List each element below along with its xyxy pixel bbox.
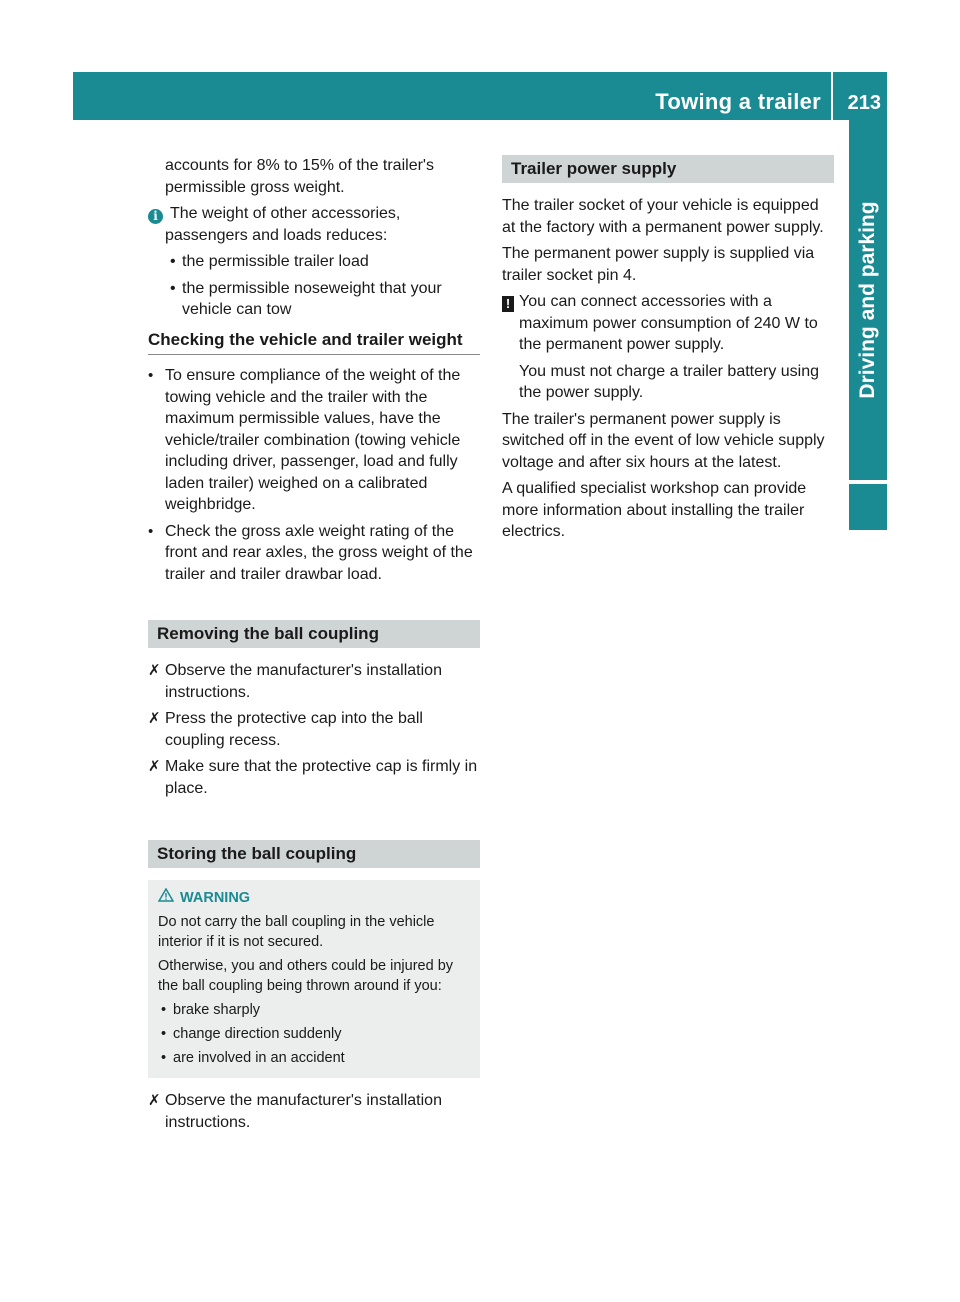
header-title: Towing a trailer: [655, 89, 821, 114]
step-arrow-icon: ✗: [148, 1092, 161, 1109]
exclamation-icon: !: [502, 293, 514, 315]
list-item: • are involved in an accident: [161, 1050, 345, 1066]
section-heading-checking: Checking the vehicle and trailer weight: [148, 329, 480, 356]
body-text: The trailer socket of your vehicle is equipped at the factory with a permanent power supply.: [502, 197, 824, 236]
bullet-icon: •: [161, 1026, 167, 1042]
list-item: • the permissible noseweight that your vehicle can tow: [170, 279, 442, 318]
caution-text: You can connect accessories with a maximum power consumption of 240 W to the permanent power supply.: [519, 293, 818, 353]
side-tab: [849, 120, 887, 480]
list-item: • the permissible trailer load: [148, 251, 480, 273]
bullet-icon: •: [148, 367, 154, 384]
bullet-icon: •: [161, 1002, 167, 1018]
intro-text: accounts for 8% to 15% of the trailer's permissible gross weight.: [165, 157, 434, 196]
warning-text: Otherwise, you and others could be injured by the ball coupling being thrown around if you:: [158, 958, 454, 994]
bullet-icon: •: [170, 253, 176, 270]
warning-triangle-icon: [158, 888, 180, 908]
section-heading-power-supply: Trailer power supply: [502, 155, 834, 183]
bullet-icon: •: [170, 279, 176, 297]
left-column: [148, 155, 480, 1138]
body-text: The permanent power supply is supplied via trailer socket pin 4.: [502, 245, 815, 284]
step-arrow-icon: ✗: [148, 758, 161, 775]
step-item: ✗ Observe the manufacturer's installation instructions.: [148, 1092, 442, 1131]
warning-box: [148, 880, 480, 1078]
page-number: 213: [847, 92, 881, 114]
step-arrow-icon: ✗: [148, 662, 161, 679]
side-tab-label: Driving and parking: [856, 201, 879, 399]
warning-text: Do not carry the ball coupling in the vehicle interior if it is not secured.: [158, 914, 435, 950]
header-separator: [831, 72, 833, 120]
list-item: • brake sharply: [161, 1002, 261, 1018]
step-item: ✗ Observe the manufacturer's installation instructions.: [148, 662, 442, 701]
list-item: • Check the gross axle weight rating of the front and rear axles, the gross weight of the trailer and trailer drawbar load.: [148, 522, 473, 583]
body-text: A qualified specialist workshop can provide more information about installing the trailer electrics.: [502, 480, 807, 540]
body-text: The trailer's permanent power supply is switched off in the event of low vehicle supply voltage and after six hours at the latest.: [502, 410, 825, 471]
right-column: [502, 155, 834, 548]
step-item: ✗ Make sure that the protective cap is firmly in place.: [148, 758, 478, 797]
side-tab-marker: [849, 484, 887, 530]
step-arrow-icon: ✗: [148, 710, 161, 727]
info-note: [148, 203, 480, 246]
step-item: ✗ Press the protective cap into the ball coupling recess.: [148, 710, 423, 749]
info-icon: i: [148, 205, 163, 227]
bullet-icon: •: [161, 1050, 167, 1066]
caution-text-2: You must not charge a trailer battery using the power supply.: [519, 362, 820, 401]
section-heading-removing: Removing the ball coupling: [148, 620, 480, 648]
section-heading-storing: Storing the ball coupling: [148, 840, 480, 868]
bullet-icon: •: [148, 522, 154, 540]
info-note-text: The weight of other accessories, passengers and loads reduces:: [165, 205, 401, 244]
list-item: • To ensure compliance of the weight of the towing vehicle and the trailer with the maximum permissible values, have the vehicle/trailer combination (towing vehicle including driver, passenger, load and fully laden trailer) weighed on a calibrated weighbridge.: [148, 367, 461, 513]
caution-note: [502, 291, 834, 356]
list-item: • change direction suddenly: [161, 1026, 342, 1042]
warning-title: WARNING: [158, 888, 472, 908]
page-header: [73, 72, 887, 120]
